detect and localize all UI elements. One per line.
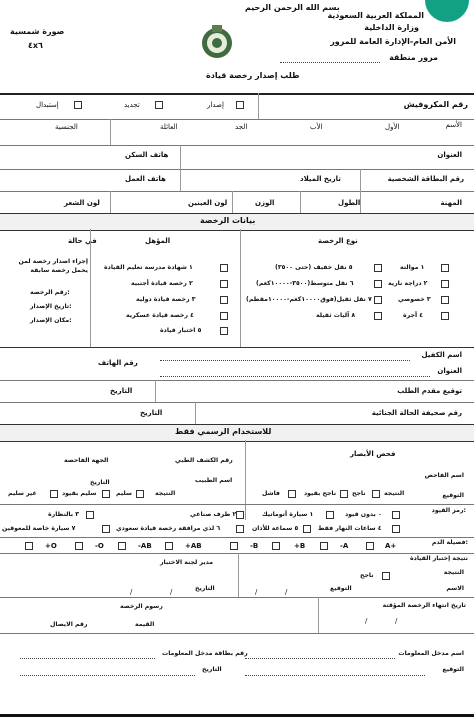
restriction-6-label: ٦ لذي مرافقة رخصة قيادة سعودي xyxy=(116,525,221,532)
data-entry-sign-label: التوقيع xyxy=(442,666,464,673)
medical-fit-label: سليم xyxy=(116,490,132,497)
qual-1-label: ١ شهادة مدرسة تعليم القيادة xyxy=(104,264,193,271)
license-section-title: بيانات الرخصة xyxy=(200,216,256,225)
qual-2-label: ٢ رخصة قيادة أجنبية xyxy=(131,280,193,287)
type-4-label: ٤ أجرة xyxy=(403,312,424,319)
restriction-0-label: ٠ بدون قيود xyxy=(345,511,382,518)
vision-passed-label: ناجح xyxy=(352,490,366,497)
driving-test-label: نتيجة إختبار القيادة xyxy=(410,555,468,562)
blood-o-pos-checkbox[interactable] xyxy=(25,542,33,550)
blood-ab-pos-label: +AB xyxy=(185,542,202,550)
renew-label: تجديد xyxy=(124,101,140,109)
restriction-4-label: ٤ ساعات النهار فقط xyxy=(318,525,382,532)
criminal-record-label: رقم صحيفة الحالة الجنائية xyxy=(371,409,462,417)
tester-sign-label: التوقيع xyxy=(330,585,352,592)
replace-checkbox[interactable] xyxy=(74,101,82,109)
profession-label: المهنة xyxy=(440,199,462,207)
type-5-label: ٥ نقل خفيف (حتى ٣٥٠٠) xyxy=(275,264,353,271)
receipt-no-label: رقم الايصال xyxy=(50,621,88,628)
grandfather-name-label: الجد xyxy=(235,123,248,131)
restriction-3-label: ٣ بالنظارة xyxy=(48,511,79,518)
qual-3-checkbox[interactable] xyxy=(220,296,228,304)
type-7-label: ٧ نقل ثقيل(فوق١٠٠٠٠كغم-١٠٠٠٠مقطم) xyxy=(246,296,372,303)
type-7-checkbox[interactable] xyxy=(374,296,382,304)
guarantor-address-label: العنوان xyxy=(437,367,462,375)
ministry-emblem-icon xyxy=(200,20,234,62)
form-title: طلب إصدار رخصة قيادة xyxy=(206,71,300,80)
qual-5-label: ٥ اختبار قيادة xyxy=(160,327,202,334)
data-entry-date-label: التاريخ xyxy=(202,666,222,673)
restriction-5-label: ٥ سماعة للأذان xyxy=(252,525,299,532)
medical-fit-cond-checkbox[interactable] xyxy=(102,490,110,498)
vision-sign-label: التوقيع xyxy=(442,492,464,499)
prev-license-no: رقم الرخصة: xyxy=(30,289,70,296)
hair-color-label: لون الشعر xyxy=(64,199,100,207)
prev-issue-date: تاريخ الإصدار: xyxy=(30,303,72,310)
issue-checkbox[interactable] xyxy=(236,101,244,109)
medical-unfit-checkbox[interactable] xyxy=(50,490,58,498)
vision-cond-label: ناجح بقيود xyxy=(304,490,337,497)
basmala: بسم الله الرحمن الرحيم xyxy=(245,3,340,12)
fees-amount-label: القيمة xyxy=(135,621,155,628)
home-phone-label: هاتف السكن xyxy=(125,151,169,159)
restriction-2-label: ٢ طرف صناعي xyxy=(190,511,237,518)
restriction-2-checkbox[interactable] xyxy=(236,511,244,519)
restriction-6-checkbox[interactable] xyxy=(236,525,244,533)
height-label: الطول xyxy=(338,199,361,207)
qual-2-checkbox[interactable] xyxy=(220,280,228,288)
medical-fit-cond-label: سليم بقيود xyxy=(62,490,97,497)
father-name-label: الأب xyxy=(310,123,323,131)
type-6-checkbox[interactable] xyxy=(374,280,382,288)
address-label: العنوان xyxy=(437,151,462,159)
restriction-1-label: ١ سيارة أتوماتيك xyxy=(262,511,314,518)
eye-color-label: لون العينين xyxy=(188,199,228,207)
restriction-7-checkbox[interactable] xyxy=(102,525,110,533)
qual-4-label: ٤ رخصة قيادة عسكرية xyxy=(126,312,194,319)
first-name-label: الأول xyxy=(385,123,400,131)
type-8-label: ٨ آليات ثقيلة xyxy=(316,312,356,319)
data-entry-name-label: اسم مدخل المعلومات xyxy=(398,650,464,657)
restriction-3-checkbox[interactable] xyxy=(86,511,94,519)
qual-3-label: ٣ رخصة قيادة دولية xyxy=(136,296,196,303)
blood-ab-neg-checkbox[interactable] xyxy=(118,542,126,550)
applicant-signature-label: توقيع مقدم الطلب xyxy=(397,387,462,395)
examiner-name-label: اسم الفاحص xyxy=(424,472,464,479)
qual-1-checkbox[interactable] xyxy=(220,264,228,272)
nationality-label: الجنسية xyxy=(55,123,78,131)
blood-a-pos-label: A+ xyxy=(385,542,397,550)
blood-a-neg-checkbox[interactable] xyxy=(320,542,328,550)
ministry-name: وزارة الداخلية xyxy=(364,23,419,32)
type-5-checkbox[interactable] xyxy=(374,264,382,272)
guarantor-phone-label: رقم الهاتف xyxy=(98,359,138,367)
qualification-title: المؤهل xyxy=(145,237,171,245)
type-4-checkbox[interactable] xyxy=(441,312,449,320)
vision-failed-label: فاشل xyxy=(262,490,280,497)
test-result-label: النتيجة xyxy=(443,569,464,576)
replace-label: إستبدال xyxy=(36,101,59,109)
criminal-record-date-label: التاريخ xyxy=(140,409,163,417)
type-8-checkbox[interactable] xyxy=(374,312,382,320)
vision-passed-checkbox[interactable] xyxy=(372,490,380,498)
type-1-label: ١ موالتة xyxy=(400,264,425,271)
blood-b-neg-checkbox[interactable] xyxy=(230,542,238,550)
blood-type-label: فصيلة الدم: xyxy=(431,539,468,546)
official-use-title: للاستخدام الرسمي فقط xyxy=(175,427,272,436)
medical-exam-no-label: رقم الكشف الطبي xyxy=(175,457,233,464)
kingdom-name: المملكة العربية السعودية xyxy=(327,11,424,20)
blood-o-neg-label: -O xyxy=(95,542,104,550)
blood-ab-neg-label: -AB xyxy=(138,542,152,550)
medical-result-label: النتيجة xyxy=(155,490,176,497)
restriction-5-checkbox[interactable] xyxy=(303,525,311,533)
data-entry-card-label: رقم بطاقة مدخل المعلومات xyxy=(162,650,248,657)
qual-4-checkbox[interactable] xyxy=(220,312,228,320)
tester-name-label: الاسم xyxy=(446,585,464,592)
blood-b-neg-label: -B xyxy=(250,542,259,550)
type-6-label: ٦ نقل متوسط(٣٥٠٠-١٠٠٠٠كغم) xyxy=(256,280,354,287)
renew-checkbox[interactable] xyxy=(155,101,163,109)
family-name-label: العائلة xyxy=(160,123,178,131)
blood-b-pos-checkbox[interactable] xyxy=(272,542,280,550)
temp-license-expiry-label: تاريخ انتهاء الرخصة المؤقتة xyxy=(382,602,466,609)
guarantor-name-label: اسم الكفيل xyxy=(421,351,462,359)
weight-label: الوزن xyxy=(255,199,275,207)
photo-label: صورة شمسية xyxy=(10,27,65,36)
region-traffic: مرور منطقة xyxy=(389,53,438,62)
test-passed-label: ناجح xyxy=(360,572,374,579)
type-1-checkbox[interactable] xyxy=(441,264,449,272)
exam-body-label: الجهة الفاحصة xyxy=(64,457,109,464)
license-type-title: نوع الرخصة xyxy=(318,237,358,245)
prev-issue-place: مكان الإصدار: xyxy=(30,317,72,324)
test-passed-checkbox[interactable] xyxy=(382,572,390,580)
work-phone-label: هاتف العمل xyxy=(125,175,166,183)
photo-box xyxy=(6,26,64,60)
test-date-label: التاريخ xyxy=(195,585,215,592)
license-fees-label: رسوم الرخصة xyxy=(120,603,163,610)
region-line[interactable] xyxy=(280,62,380,63)
case-description: إجراء اصدار رخصة لمن يحمل رخصة سابقة xyxy=(18,258,88,274)
medical-fit-checkbox[interactable] xyxy=(136,490,144,498)
department-name: الأمن العام-الإدارة العامة للمرور xyxy=(330,37,456,46)
vision-result-label: النتيجة xyxy=(384,490,405,497)
committee-head-label: مدير لجنة الاختبار xyxy=(160,559,214,566)
birth-date-label: تاريخ الميلاد xyxy=(300,175,341,183)
restriction-1-checkbox[interactable] xyxy=(326,511,334,519)
medical-unfit-label: غير سليم xyxy=(8,490,37,497)
type-3-label: ٣ خصوصي xyxy=(398,296,431,303)
id-number-label: رقم البطاقة الشخصية xyxy=(387,175,464,183)
type-3-checkbox[interactable] xyxy=(441,296,449,304)
blood-o-pos-label: +O xyxy=(45,542,57,550)
restriction-code-label: رمز القيود: xyxy=(431,507,466,514)
blood-o-neg-checkbox[interactable] xyxy=(75,542,83,550)
corner-tab xyxy=(425,0,469,22)
medical-date-label: التاريخ xyxy=(90,479,110,486)
case-title: في حالة xyxy=(68,237,97,245)
vision-cond-checkbox[interactable] xyxy=(340,490,348,498)
qual-5-checkbox[interactable] xyxy=(220,327,228,335)
name-label: الأسم xyxy=(445,121,462,129)
vision-test-label: فحص الأبصار xyxy=(350,450,396,458)
issue-label: إصدار xyxy=(207,101,224,109)
blood-a-pos-checkbox[interactable] xyxy=(366,542,374,550)
type-2-label: ٢ دراجة نارية xyxy=(388,280,428,287)
photo-size: ٤x٦ xyxy=(28,41,43,50)
restriction-0-checkbox[interactable] xyxy=(392,511,400,519)
restriction-4-checkbox[interactable] xyxy=(392,525,400,533)
vision-failed-checkbox[interactable] xyxy=(288,490,296,498)
restriction-7-label: ٧ سيارة خاصة للمعوقين xyxy=(2,525,76,532)
microfiche-label: رقم المكروفيش xyxy=(403,100,468,109)
signature-date-label: التاريخ xyxy=(110,387,133,395)
blood-ab-pos-checkbox[interactable] xyxy=(165,542,173,550)
doctor-name-label: اسم الطبيب xyxy=(195,477,233,484)
blood-a-neg-label: -A xyxy=(340,542,349,550)
blood-b-pos-label: +B xyxy=(294,542,306,550)
type-2-checkbox[interactable] xyxy=(441,280,449,288)
